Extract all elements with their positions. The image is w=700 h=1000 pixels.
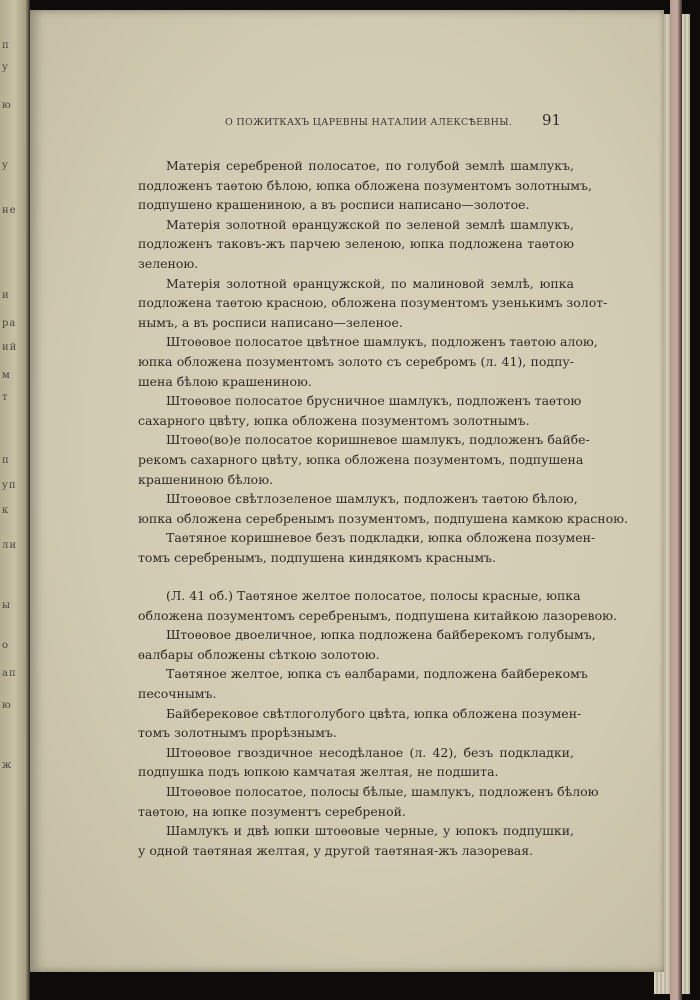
left-margin-fragment: т (2, 392, 9, 403)
text-line: Таѳтяное коришневое безъ подкладки, юпка обложена позумен- (166, 530, 596, 546)
text-line: шена бѣлою крашениною. (138, 373, 312, 389)
text-line: рекомъ сахарного цвѣту, юпка обложена позументомъ, подпушена (138, 451, 584, 467)
text-line: Шамлукъ и двѣ юпки штоѳовые черные, у юпокъ подпушки, (166, 823, 574, 839)
left-margin-fragment: уп (2, 480, 17, 491)
text-line: подложенъ таѳтою бѣлою, юпка обложена позументомъ золотнымъ, (138, 177, 592, 193)
paragraph (138, 821, 574, 860)
left-margin-fragment: ы (2, 600, 11, 611)
paragraph (138, 489, 628, 528)
left-margin-fragment: ли (2, 540, 18, 551)
text-line: Штоѳовое полосатое, полосы бѣлые, шамлукъ, подложенъ бѣлою (166, 783, 599, 799)
text-line: Штоѳовое полосатое цвѣтное шамлукъ, подложенъ таѳтою алою, (166, 334, 598, 350)
text-line: сахарного цвѣту, юпка обложена позументомъ золотнымъ. (138, 412, 530, 428)
text-line: подложена таѳтою красною, обложена позументомъ узенькимъ золот- (138, 295, 608, 311)
text-line: Штоѳовое гвоздичное несодѣланое (л. 42), безъ подкладки, (166, 744, 574, 760)
text-line: зеленою. (138, 255, 199, 271)
text-line: подложенъ таковъ-жъ парчею зеленою, юпка подложена таѳтою (138, 236, 574, 252)
paragraph (138, 215, 574, 274)
text-line: Таѳтяное желтое, юпка съ ѳалбарами, подложена байберекомъ (166, 666, 588, 682)
paragraph (138, 704, 582, 743)
left-margin-fragment: не (2, 205, 17, 216)
left-margin-fragment: ж (2, 760, 13, 771)
text-line: песочнымъ. (138, 685, 217, 701)
text-line: Матерiя золотной ѳранцужской, по малиновой землѣ, юпка (166, 275, 574, 291)
page-number: 91 (542, 111, 562, 129)
text-line: подпушка подъ юпкою камчатая желтая, не подшита. (138, 764, 499, 780)
text-line: подпушено крашениною, а въ росписи написано—золотое. (138, 197, 530, 213)
left-margin-fragments (0, 0, 28, 1000)
left-margin-fragment: ю (2, 700, 12, 711)
text-line: у одной таѳтяная желтая, у другой таѳтяная-жъ лазоревая. (138, 842, 534, 858)
right-endpaper (670, 0, 682, 1000)
left-margin-fragment: у (2, 160, 9, 171)
text-line: ѳалбары обложены сѣткою золотою. (138, 646, 380, 662)
running-head: О ПОЖИТКАХЪ ЦАРЕВНЫ НАТАЛИИ АЛЕКСѢЕВНЫ. (225, 117, 513, 128)
text-line: (Л. 41 об.) Таѳтяное желтое полосатое, полосы красные, юпка (166, 588, 581, 603)
paragraph (138, 430, 590, 489)
left-margin-fragment: ю (2, 100, 12, 111)
book-page (30, 10, 664, 972)
paragraph (138, 664, 588, 703)
text-line: нымъ, а въ росписи написано—зеленое. (138, 314, 403, 330)
paragraph (138, 274, 608, 333)
left-margin-fragment: о (2, 640, 10, 651)
left-margin-fragment: и (2, 290, 10, 301)
text-line: томъ серебренымъ, подпушена киндякомъ краснымъ. (138, 549, 496, 565)
paragraph (138, 332, 598, 391)
text-line: таѳтою, на юпке позументъ серебреной. (138, 803, 406, 819)
left-page-edge (0, 0, 30, 1000)
paragraph (138, 528, 596, 567)
left-margin-fragment: п (2, 40, 10, 51)
text-line: Штоѳовое полосатое брусничное шамлукъ, подложенъ таѳтою (166, 393, 582, 409)
text-line: крашениною бѣлою. (138, 471, 274, 487)
text-line: Штоѳовое двоеличное, юпка подложена байберекомъ голубымъ, (166, 627, 596, 643)
text-line: Матерiя серебреной полосатое, по голубой землѣ шамлукъ, (166, 158, 574, 173)
text-line: юпка обложена позументомъ золото съ серебромъ (л. 41), подпу- (138, 353, 574, 369)
paragraph (138, 743, 574, 782)
text-section-2 (138, 586, 617, 860)
paragraph (138, 625, 596, 664)
text-line: Матерiя золотной ѳранцужской по зеленой землѣ шамлукъ, (166, 216, 574, 232)
paragraph (138, 156, 592, 215)
left-margin-fragment: ап (2, 668, 17, 679)
text-line: Штоѳовое свѣтлозеленое шамлукъ, подложенъ таѳтою бѣлою, (166, 491, 578, 507)
text-line: обложена позументомъ серебренымъ, подпушена китайкою лазоревою. (138, 607, 617, 623)
left-margin-fragment: м (2, 370, 11, 381)
paragraph (138, 782, 599, 821)
paragraph (138, 391, 582, 430)
text-line: Штоѳо(во)е полосатое коришневое шамлукъ, подложенъ байбе- (166, 432, 590, 448)
text-section-1 (138, 156, 628, 567)
text-line: Байберековое свѣтлоголубого цвѣта, юпка обложена позумен- (166, 705, 582, 721)
left-margin-fragment: ра (2, 318, 17, 329)
left-margin-fragment: п (2, 455, 10, 466)
text-line: юпка обложена серебренымъ позументомъ, подпушена камкою красною. (138, 510, 628, 526)
left-margin-fragment: ий (2, 342, 18, 353)
paragraph (138, 586, 617, 625)
text-line: томъ золотнымъ прорѣзнымъ. (138, 725, 337, 741)
left-margin-fragment: у (2, 62, 9, 73)
left-margin-fragment: к (2, 505, 10, 516)
